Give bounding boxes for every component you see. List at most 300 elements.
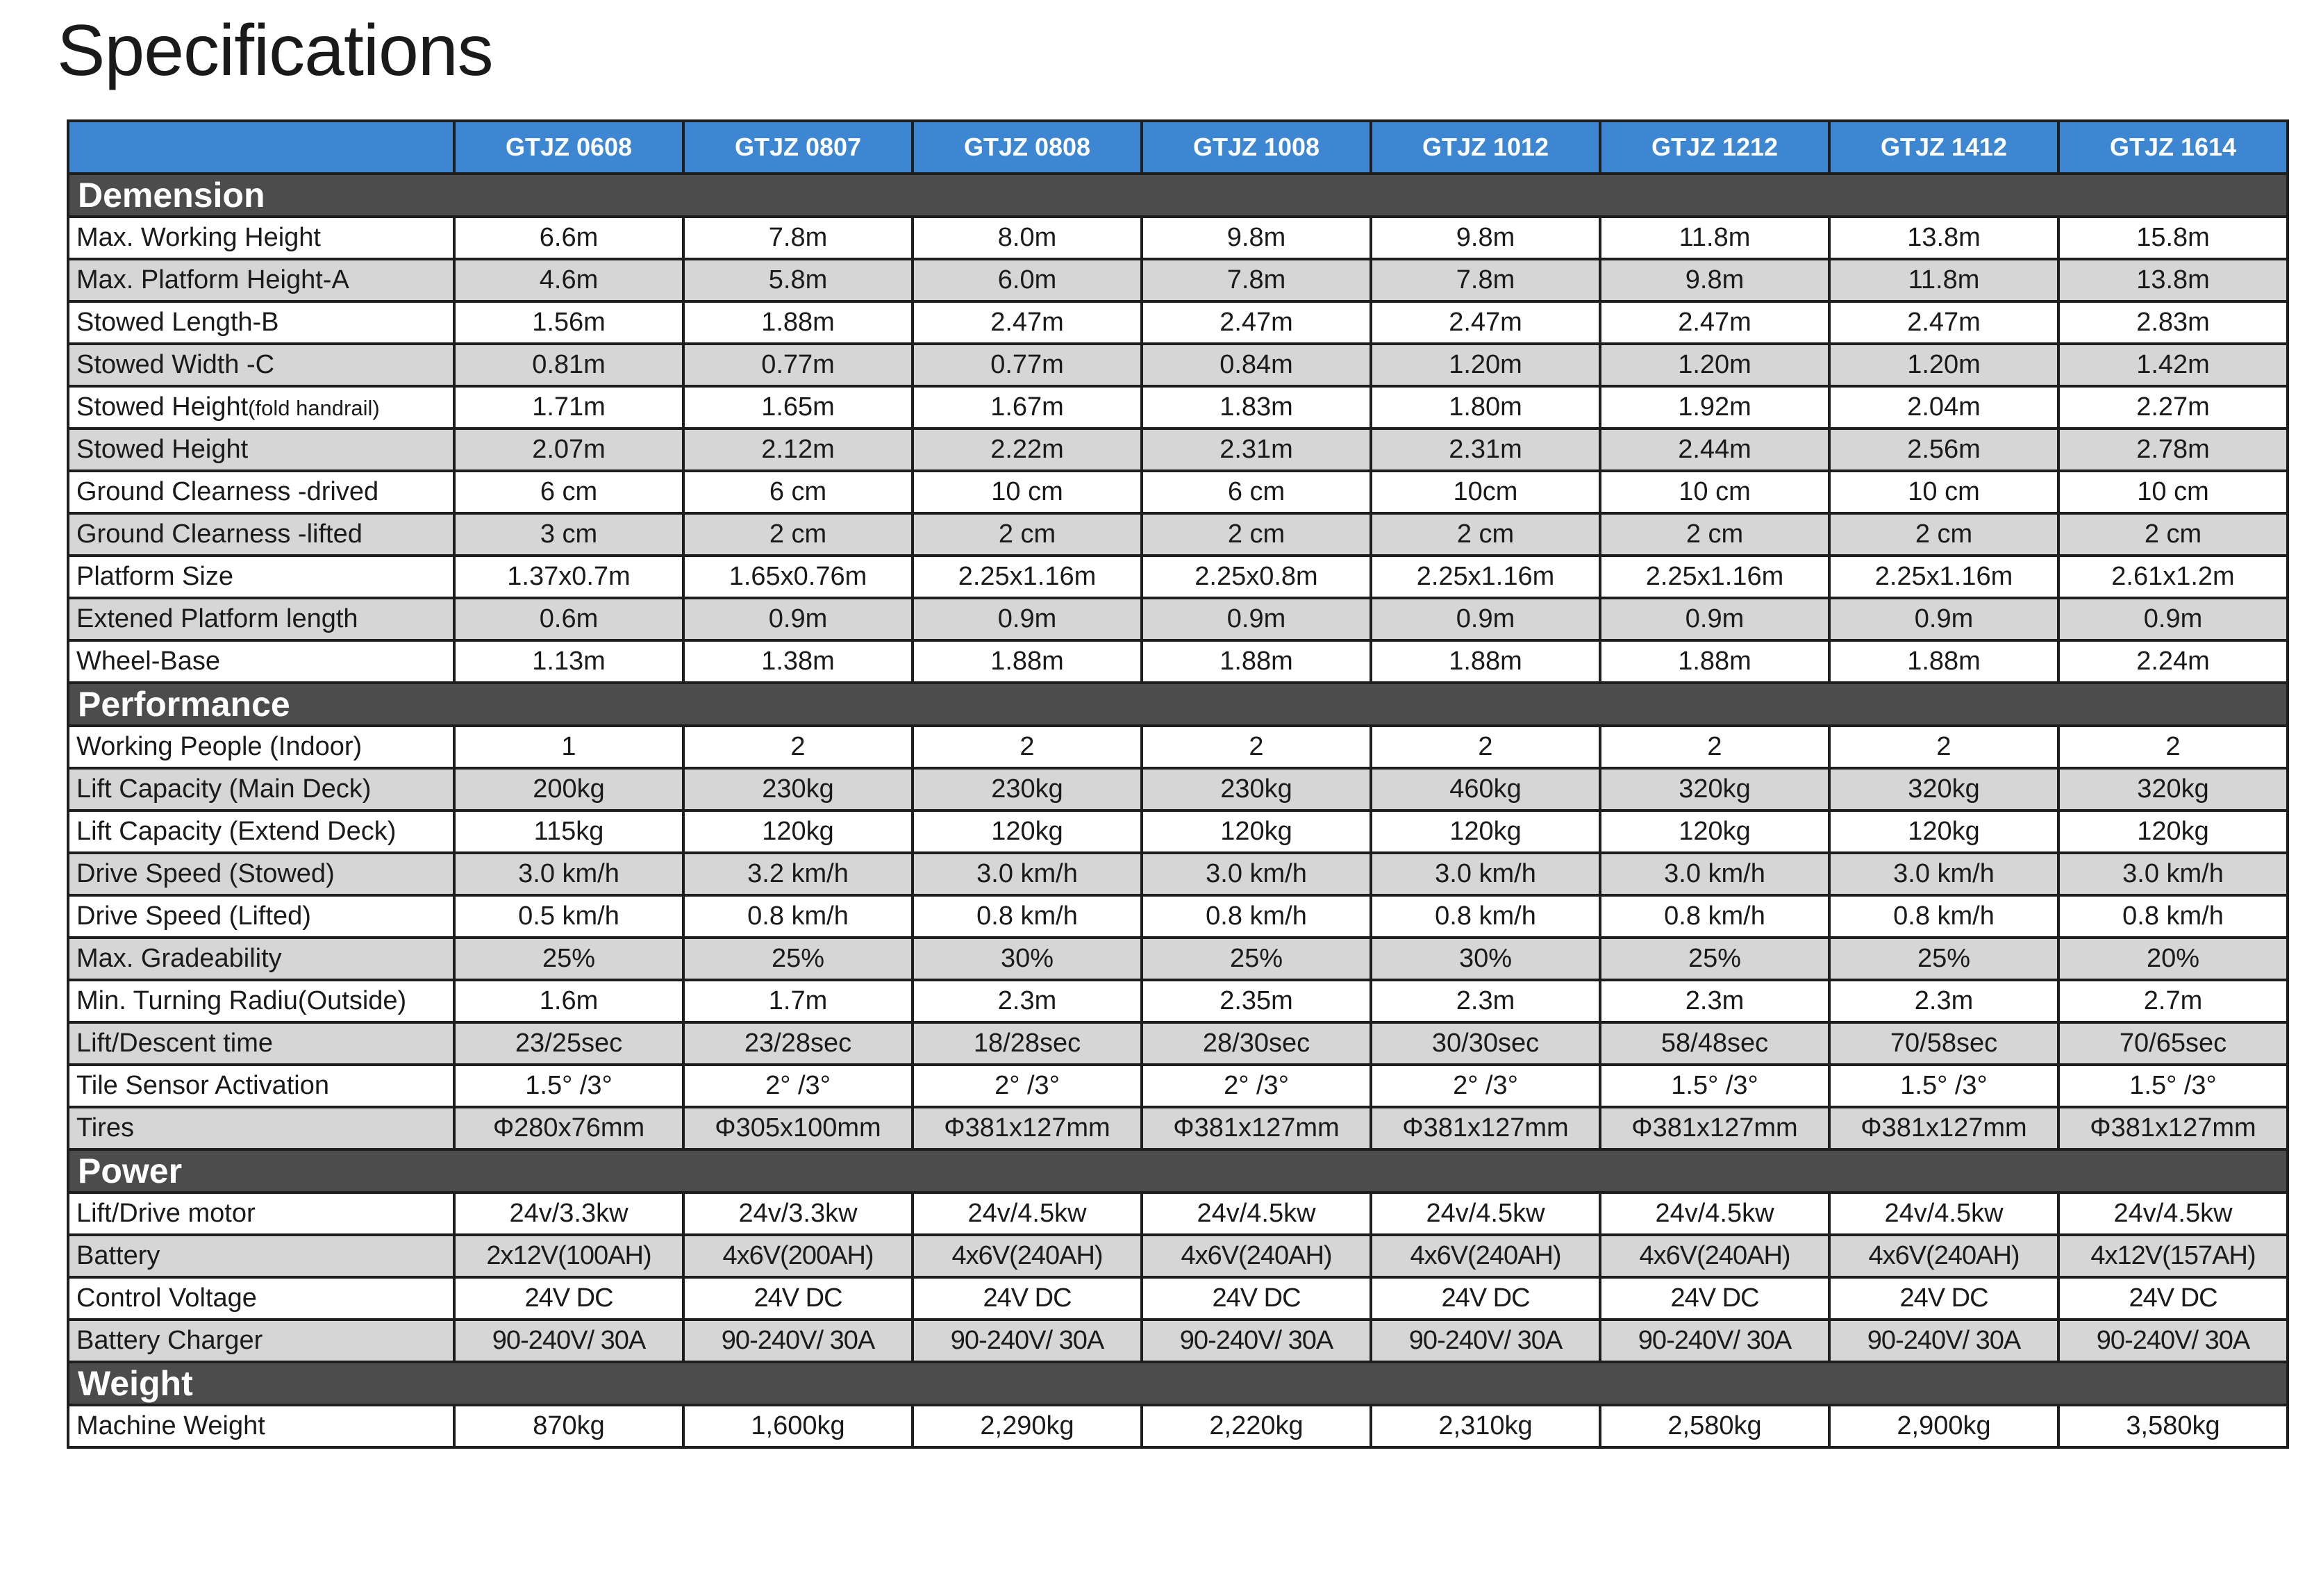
spec-value-cell: 24v/4.5kw [1142, 1192, 1371, 1235]
model-header: GTJZ 1412 [1829, 121, 2058, 174]
spec-label-cell [68, 1192, 454, 1235]
spec-value-cell: 23/28sec [683, 1022, 913, 1065]
spec-label: Stowed Width -C [76, 350, 275, 379]
spec-value-cell: 120kg [1371, 811, 1600, 853]
spec-value-cell: 24V DC [1371, 1277, 1600, 1320]
spec-value-cell: 4.6m [454, 259, 683, 301]
spec-value-cell: 30% [1371, 938, 1600, 980]
spec-value-cell: 1.5° /3° [454, 1065, 683, 1107]
spec-row [68, 217, 2288, 259]
spec-value-cell: 2x12V(100AH) [454, 1235, 683, 1277]
spec-value-cell: 120kg [683, 811, 913, 853]
spec-value-cell: 0.5 km/h [454, 895, 683, 938]
spec-value-cell: 1.5° /3° [1829, 1065, 2058, 1107]
spec-value-cell: 120kg [913, 811, 1142, 853]
spec-value-cell: 2 cm [2058, 513, 2288, 556]
spec-value-cell: 15.8m [2058, 217, 2288, 259]
spec-row [68, 1235, 2288, 1277]
spec-value-cell: 2 cm [1600, 513, 1829, 556]
spec-label-cell [68, 640, 454, 683]
spec-value-cell: 0.8 km/h [1600, 895, 1829, 938]
spec-value-cell: 30/30sec [1371, 1022, 1600, 1065]
spec-value-cell: 2 cm [913, 513, 1142, 556]
spec-label: Working People (Indoor) [76, 732, 363, 761]
page-title: Specifications [57, 10, 493, 91]
spec-value-cell: 1.38m [683, 640, 913, 683]
spec-label-cell [68, 386, 454, 429]
spec-row [68, 598, 2288, 640]
spec-value-cell: 2.04m [1829, 386, 2058, 429]
spec-label-cell [68, 980, 454, 1022]
spec-value-cell: 2.61x1.2m [2058, 556, 2288, 598]
spec-value-cell: 28/30sec [1142, 1022, 1371, 1065]
spec-value-cell: 24V DC [1142, 1277, 1371, 1320]
spec-value-cell: 0.9m [2058, 598, 2288, 640]
spec-value-cell: 120kg [2058, 811, 2288, 853]
spec-value-cell: 0.6m [454, 598, 683, 640]
spec-value-cell: 2.25x1.16m [1829, 556, 2058, 598]
spec-label-cell [68, 726, 454, 768]
spec-value-cell: 1.20m [1829, 344, 2058, 386]
spec-label-cell [68, 1022, 454, 1065]
spec-label-cell [68, 811, 454, 853]
spec-value-cell: 6 cm [1142, 471, 1371, 513]
spec-value-cell: 1 [454, 726, 683, 768]
spec-row [68, 556, 2288, 598]
spec-row [68, 640, 2288, 683]
spec-label: Max. Platform Height-A [76, 265, 349, 294]
spec-value-cell: 870kg [454, 1405, 683, 1447]
spec-value-cell: 2.44m [1600, 429, 1829, 471]
spec-label-cell [68, 853, 454, 895]
spec-value-cell: 1.6m [454, 980, 683, 1022]
spec-value-cell: 0.8 km/h [1371, 895, 1600, 938]
spec-label: Ground Clearness -lifted [76, 519, 363, 549]
spec-value-cell: 2.25x1.16m [1600, 556, 1829, 598]
spec-value-cell: 230kg [913, 768, 1142, 811]
spec-label-cell [68, 598, 454, 640]
spec-label-cell [68, 1107, 454, 1149]
spec-value-cell: 25% [1142, 938, 1371, 980]
spec-label: Stowed Length-B [76, 308, 279, 337]
spec-value-cell: 2,220kg [1142, 1405, 1371, 1447]
spec-value-cell: 1.5° /3° [1600, 1065, 1829, 1107]
spec-value-cell: 2.3m [1600, 980, 1829, 1022]
spec-value-cell: 120kg [1829, 811, 2058, 853]
spec-value-cell: 4x12V(157AH) [2058, 1235, 2288, 1277]
spec-value-cell: 0.9m [1371, 598, 1600, 640]
spec-value-cell: 2 [1829, 726, 2058, 768]
spec-value-cell: 6.6m [454, 217, 683, 259]
spec-value-cell: 3.0 km/h [1600, 853, 1829, 895]
spec-value-cell: 90-240V/ 30A [1371, 1320, 1600, 1362]
section-title: Performance [68, 683, 2288, 726]
spec-label-cell [68, 1320, 454, 1362]
spec-value-cell: 0.84m [1142, 344, 1371, 386]
model-header: GTJZ 0808 [913, 121, 1142, 174]
spec-value-cell: 25% [1829, 938, 2058, 980]
spec-value-cell: 90-240V/ 30A [1829, 1320, 2058, 1362]
specifications-table [67, 119, 2289, 1449]
spec-value-cell: 1.67m [913, 386, 1142, 429]
section-header-row [68, 1149, 2288, 1192]
spec-value-cell: 24v/3.3kw [454, 1192, 683, 1235]
spec-value-cell: 2.27m [2058, 386, 2288, 429]
spec-label-cell [68, 429, 454, 471]
spec-value-cell: Φ381x127mm [1829, 1107, 2058, 1149]
spec-label: Platform Size [76, 562, 233, 591]
spec-value-cell: 90-240V/ 30A [683, 1320, 913, 1362]
spec-value-cell: 3 cm [454, 513, 683, 556]
spec-value-cell: 1.5° /3° [2058, 1065, 2288, 1107]
spec-value-cell: Φ381x127mm [2058, 1107, 2288, 1149]
spec-value-cell: 7.8m [683, 217, 913, 259]
spec-value-cell: 70/58sec [1829, 1022, 2058, 1065]
spec-value-cell: 2,310kg [1371, 1405, 1600, 1447]
spec-value-cell: 115kg [454, 811, 683, 853]
model-header-row [68, 121, 2288, 174]
spec-value-cell: 2,290kg [913, 1405, 1142, 1447]
spec-value-cell: 320kg [2058, 768, 2288, 811]
spec-label-cell [68, 938, 454, 980]
spec-value-cell: 30% [913, 938, 1142, 980]
spec-value-cell: 120kg [1600, 811, 1829, 853]
spec-label-cell [68, 768, 454, 811]
spec-row [68, 1405, 2288, 1447]
spec-label-cell [68, 344, 454, 386]
spec-value-cell: 2.47m [1142, 301, 1371, 344]
spec-label: Tile Sensor Activation [76, 1071, 329, 1100]
spec-value-cell: 1.88m [913, 640, 1142, 683]
spec-value-cell: 2 cm [1142, 513, 1371, 556]
spec-value-cell: 1.20m [1371, 344, 1600, 386]
spec-value-cell: 24V DC [683, 1277, 913, 1320]
spec-value-cell: 1.92m [1600, 386, 1829, 429]
model-header: GTJZ 1008 [1142, 121, 1371, 174]
spec-value-cell: 90-240V/ 30A [913, 1320, 1142, 1362]
spec-row [68, 471, 2288, 513]
spec-value-cell: 0.77m [683, 344, 913, 386]
section-title: Demension [68, 174, 2288, 217]
spec-value-cell: 2.31m [1371, 429, 1600, 471]
spec-label-cell [68, 471, 454, 513]
spec-row [68, 1107, 2288, 1149]
spec-row [68, 1320, 2288, 1362]
spec-value-cell: Φ381x127mm [1142, 1107, 1371, 1149]
spec-label: Drive Speed (Lifted) [76, 901, 311, 931]
spec-value-cell: 18/28sec [913, 1022, 1142, 1065]
spec-value-cell: 2,900kg [1829, 1405, 2058, 1447]
spec-value-cell: 24v/4.5kw [913, 1192, 1142, 1235]
spec-value-cell: Φ381x127mm [1600, 1107, 1829, 1149]
spec-value-cell: 2.31m [1142, 429, 1371, 471]
spec-row [68, 1277, 2288, 1320]
spec-value-cell: 2.47m [1600, 301, 1829, 344]
spec-row [68, 938, 2288, 980]
spec-label: Max. Gradeability [76, 944, 282, 973]
spec-value-cell: 2.35m [1142, 980, 1371, 1022]
spec-label: Lift/Drive motor [76, 1199, 256, 1228]
spec-value-cell: 0.8 km/h [2058, 895, 2288, 938]
spec-value-cell: 2.22m [913, 429, 1142, 471]
spec-value-cell: 2.56m [1829, 429, 2058, 471]
spec-value-cell: 2.3m [1371, 980, 1600, 1022]
spec-value-cell: 24v/4.5kw [1829, 1192, 2058, 1235]
spec-value-cell: 8.0m [913, 217, 1142, 259]
spec-label: Battery [76, 1241, 160, 1270]
spec-value-cell: 230kg [1142, 768, 1371, 811]
spec-value-cell: 0.9m [913, 598, 1142, 640]
spec-value-cell: 230kg [683, 768, 913, 811]
spec-label: Stowed Height [76, 392, 249, 422]
spec-label-cell [68, 1065, 454, 1107]
spec-label: Tires [76, 1113, 135, 1142]
spec-value-cell: 9.8m [1600, 259, 1829, 301]
spec-value-cell: 9.8m [1142, 217, 1371, 259]
spec-value-cell: 1.88m [1142, 640, 1371, 683]
spec-value-cell: 1.37x0.7m [454, 556, 683, 598]
spec-value-cell: 460kg [1371, 768, 1600, 811]
spec-label: Machine Weight [76, 1411, 265, 1440]
spec-label: Max. Working Height [76, 223, 321, 252]
spec-value-cell: 120kg [1142, 811, 1371, 853]
spec-value-cell: 4x6V(240AH) [1371, 1235, 1600, 1277]
spec-row [68, 1065, 2288, 1107]
spec-row [68, 344, 2288, 386]
spec-value-cell: 1.65m [683, 386, 913, 429]
section-title: Power [68, 1149, 2288, 1192]
spec-value-cell: 20% [2058, 938, 2288, 980]
spec-value-cell: 2 [1371, 726, 1600, 768]
spec-value-cell: 0.8 km/h [683, 895, 913, 938]
section-title: Weight [68, 1362, 2288, 1405]
spec-value-cell: 24V DC [454, 1277, 683, 1320]
spec-value-cell: 1.88m [1829, 640, 2058, 683]
section-header-row [68, 1362, 2288, 1405]
spec-value-cell: 0.9m [683, 598, 913, 640]
spec-label-cell [68, 895, 454, 938]
spec-value-cell: 7.8m [1142, 259, 1371, 301]
spec-row [68, 980, 2288, 1022]
spec-label: Drive Speed (Stowed) [76, 859, 335, 888]
spec-label-cell [68, 301, 454, 344]
spec-value-cell: 2,580kg [1600, 1405, 1829, 1447]
spec-value-cell: 0.81m [454, 344, 683, 386]
spec-value-cell: 6.0m [913, 259, 1142, 301]
spec-value-cell: 3.0 km/h [1142, 853, 1371, 895]
spec-value-cell: 90-240V/ 30A [454, 1320, 683, 1362]
spec-value-cell: 2° /3° [1142, 1065, 1371, 1107]
spec-value-cell: 1.7m [683, 980, 913, 1022]
spec-label: Battery Charger [76, 1326, 263, 1355]
spec-value-cell: 1.56m [454, 301, 683, 344]
spec-value-cell: 1.83m [1142, 386, 1371, 429]
spec-value-cell: 4x6V(240AH) [1142, 1235, 1371, 1277]
spec-row [68, 386, 2288, 429]
spec-row [68, 513, 2288, 556]
spec-value-cell: 24v/4.5kw [1371, 1192, 1600, 1235]
spec-label-cell [68, 1235, 454, 1277]
model-header: GTJZ 0608 [454, 121, 683, 174]
spec-value-cell: 10 cm [1829, 471, 2058, 513]
spec-value-cell: 3.0 km/h [1829, 853, 2058, 895]
spec-value-cell: 3,580kg [2058, 1405, 2288, 1447]
spec-value-cell: 13.8m [2058, 259, 2288, 301]
model-header: GTJZ 1212 [1600, 121, 1829, 174]
spec-value-cell: 23/25sec [454, 1022, 683, 1065]
spec-value-cell: 25% [1600, 938, 1829, 980]
spec-value-cell: 320kg [1829, 768, 2058, 811]
spec-value-cell: 1.88m [683, 301, 913, 344]
spec-row [68, 768, 2288, 811]
spec-value-cell: 2 [2058, 726, 2288, 768]
spec-value-cell: 3.0 km/h [2058, 853, 2288, 895]
spec-row [68, 1192, 2288, 1235]
spec-label-cell [68, 1405, 454, 1447]
header-corner-cell [68, 121, 454, 174]
spec-value-cell: 0.8 km/h [913, 895, 1142, 938]
spec-value-cell: 2 cm [683, 513, 913, 556]
model-header: GTJZ 1614 [2058, 121, 2288, 174]
spec-value-cell: 70/65sec [2058, 1022, 2288, 1065]
spec-value-cell: 25% [683, 938, 913, 980]
spec-value-cell: 0.9m [1142, 598, 1371, 640]
spec-value-cell: 13.8m [1829, 217, 2058, 259]
spec-row [68, 811, 2288, 853]
spec-label: Ground Clearness -drived [76, 477, 379, 506]
spec-value-cell: 3.2 km/h [683, 853, 913, 895]
model-header: GTJZ 1012 [1371, 121, 1600, 174]
spec-row [68, 259, 2288, 301]
spec-value-cell: 9.8m [1371, 217, 1600, 259]
spec-label: Control Voltage [76, 1283, 257, 1313]
spec-value-cell: 11.8m [1829, 259, 2058, 301]
spec-value-cell: 3.0 km/h [1371, 853, 1600, 895]
spec-value-cell: 24V DC [1829, 1277, 2058, 1320]
spec-value-cell: 58/48sec [1600, 1022, 1829, 1065]
spec-value-cell: 2.7m [2058, 980, 2288, 1022]
spec-value-cell: 2.24m [2058, 640, 2288, 683]
spec-value-cell: Φ381x127mm [1371, 1107, 1600, 1149]
spec-value-cell: 1.20m [1600, 344, 1829, 386]
spec-value-cell: 1.80m [1371, 386, 1600, 429]
spec-row [68, 726, 2288, 768]
spec-value-cell: 2.47m [1829, 301, 2058, 344]
spec-value-cell: 2 [1142, 726, 1371, 768]
spec-value-cell: 2 cm [1829, 513, 2058, 556]
spec-value-cell: 5.8m [683, 259, 913, 301]
spec-label-cell [68, 217, 454, 259]
spec-label-cell [68, 556, 454, 598]
spec-value-cell: 6 cm [683, 471, 913, 513]
spec-value-cell: 90-240V/ 30A [1600, 1320, 1829, 1362]
spec-label: Wheel-Base [76, 647, 220, 676]
section-header-row [68, 174, 2288, 217]
spec-value-cell: 25% [454, 938, 683, 980]
spec-value-cell: Φ305x100mm [683, 1107, 913, 1149]
spec-value-cell: 10cm [1371, 471, 1600, 513]
spec-value-cell: 24V DC [1600, 1277, 1829, 1320]
spec-value-cell: 2° /3° [913, 1065, 1142, 1107]
spec-value-cell: 3.0 km/h [913, 853, 1142, 895]
spec-value-cell: 24v/3.3kw [683, 1192, 913, 1235]
spec-value-cell: 2° /3° [683, 1065, 913, 1107]
spec-label: Stowed Height [76, 435, 249, 464]
spec-value-cell: 2.78m [2058, 429, 2288, 471]
spec-value-cell: 2.07m [454, 429, 683, 471]
spec-label-cell [68, 1277, 454, 1320]
spec-value-cell: 0.8 km/h [1829, 895, 2058, 938]
spec-row [68, 429, 2288, 471]
spec-value-cell: 0.77m [913, 344, 1142, 386]
spec-value-cell: 2 cm [1371, 513, 1600, 556]
spec-value-cell: 2.25x0.8m [1142, 556, 1371, 598]
spec-row [68, 1022, 2288, 1065]
spec-value-cell: 1.13m [454, 640, 683, 683]
spec-label: Lift Capacity (Extend Deck) [76, 817, 397, 846]
spec-value-cell: 24V DC [2058, 1277, 2288, 1320]
section-header-row [68, 683, 2288, 726]
spec-label: Lift Capacity (Main Deck) [76, 774, 372, 804]
spec-label: Min. Turning Radiu(Outside) [76, 986, 407, 1015]
spec-value-cell: 2.12m [683, 429, 913, 471]
spec-value-cell: 1.65x0.76m [683, 556, 913, 598]
spec-value-cell: 2 [913, 726, 1142, 768]
spec-value-cell: 10 cm [1600, 471, 1829, 513]
spec-value-cell: 24v/4.5kw [2058, 1192, 2288, 1235]
spec-label-cell [68, 513, 454, 556]
spec-value-cell: 2 [683, 726, 913, 768]
spec-label: Extened Platform length [76, 604, 358, 633]
spec-value-cell: 2 [1600, 726, 1829, 768]
spec-value-cell: 24v/4.5kw [1600, 1192, 1829, 1235]
spec-value-cell: 2.3m [913, 980, 1142, 1022]
spec-value-cell: 200kg [454, 768, 683, 811]
spec-value-cell: 3.0 km/h [454, 853, 683, 895]
spec-value-cell: 2.47m [913, 301, 1142, 344]
spec-value-cell: 1.88m [1371, 640, 1600, 683]
spec-value-cell: 10 cm [2058, 471, 2288, 513]
spec-value-cell: 2.25x1.16m [1371, 556, 1600, 598]
spec-value-cell: 0.9m [1600, 598, 1829, 640]
spec-value-cell: 2.25x1.16m [913, 556, 1142, 598]
spec-value-cell: 1.71m [454, 386, 683, 429]
spec-value-cell: 11.8m [1600, 217, 1829, 259]
spec-value-cell: 4x6V(240AH) [913, 1235, 1142, 1277]
spec-row [68, 895, 2288, 938]
spec-value-cell: 2.83m [2058, 301, 2288, 344]
spec-value-cell: 0.9m [1829, 598, 2058, 640]
spec-value-cell: 1.42m [2058, 344, 2288, 386]
spec-value-cell: 4x6V(240AH) [1600, 1235, 1829, 1277]
spec-value-cell: 90-240V/ 30A [1142, 1320, 1371, 1362]
spec-value-cell: Φ280x76mm [454, 1107, 683, 1149]
spec-value-cell: 24V DC [913, 1277, 1142, 1320]
spec-value-cell: 10 cm [913, 471, 1142, 513]
spec-value-cell: 1.88m [1600, 640, 1829, 683]
spec-value-cell: 2.47m [1371, 301, 1600, 344]
spec-value-cell: 320kg [1600, 768, 1829, 811]
spec-label-note: (fold handrail) [248, 396, 380, 420]
spec-value-cell: 4x6V(200AH) [683, 1235, 913, 1277]
spec-value-cell: 2.3m [1829, 980, 2058, 1022]
spec-value-cell: Φ381x127mm [913, 1107, 1142, 1149]
spec-row [68, 853, 2288, 895]
model-header: GTJZ 0807 [683, 121, 913, 174]
spec-value-cell: 0.8 km/h [1142, 895, 1371, 938]
spec-row [68, 301, 2288, 344]
spec-label-cell [68, 259, 454, 301]
